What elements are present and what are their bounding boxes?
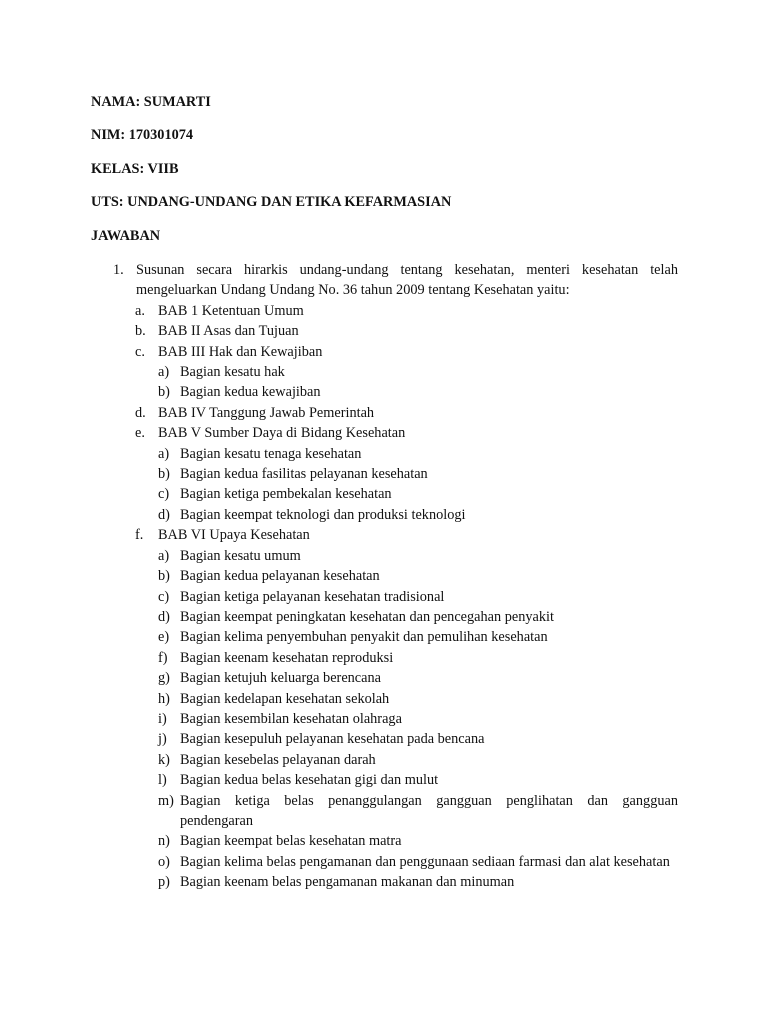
bagian-item	[91, 709, 678, 729]
bagian-item	[91, 872, 678, 892]
bab-label: BAB V Sumber Daya di Bidang Kesehatan	[158, 425, 406, 442]
bagian-label: Bagian kesatu umum	[180, 547, 301, 564]
bagian-item	[91, 607, 678, 627]
bab-item	[91, 525, 678, 545]
bagian-marker: h)	[158, 690, 170, 707]
answer-intro-line-2: mengeluarkan Undang Undang No. 36 tahun 2009 tentang Kesehatan yaitu:	[136, 282, 570, 299]
bagian-item	[91, 505, 678, 525]
bagian-item	[91, 729, 678, 749]
bab-label: BAB IV Tanggung Jawab Pemerintah	[158, 404, 375, 421]
bagian-label: Bagian kedua belas kesehatan gigi dan mulut	[180, 772, 439, 789]
bagian-label: Bagian keempat belas kesehatan matra	[180, 833, 402, 850]
bagian-item	[91, 546, 678, 566]
bagian-marker: a)	[158, 547, 170, 564]
answer-item	[91, 260, 678, 893]
bagian-marker: c)	[158, 588, 170, 605]
bagian-marker: f)	[158, 649, 168, 666]
bagian-label: Bagian ketiga pembekalan kesehatan	[180, 486, 392, 503]
bagian-marker: a)	[158, 445, 170, 462]
answer-intro-line-1: Susunan secara hirarkis undang-undang tentang kesehatan, menteri kesehatan telah	[136, 262, 678, 278]
bagian-marker: k)	[158, 751, 170, 768]
bagian-marker: p)	[158, 874, 170, 891]
bagian-marker: d)	[158, 506, 170, 523]
bagian-item	[91, 382, 678, 402]
answer-number: 1.	[113, 262, 124, 278]
bagian-item	[91, 444, 678, 464]
bagian-item	[91, 689, 678, 709]
bagian-item	[91, 464, 678, 484]
bagian-label: Bagian ketujuh keluarga berencana	[180, 670, 381, 687]
bagian-item	[91, 648, 678, 668]
bagian-marker: m)	[158, 792, 174, 809]
bagian-marker: n)	[158, 833, 170, 850]
bagian-marker: i)	[158, 710, 167, 727]
bagian-label: Bagian kedua kewajiban	[180, 384, 321, 401]
bagian-item	[91, 566, 678, 586]
bab-marker: c.	[135, 343, 145, 360]
bagian-label: Bagian kesatu tenaga kesehatan	[180, 445, 362, 462]
bagian-marker: e)	[158, 629, 170, 646]
answer-list	[91, 260, 678, 893]
exam-title: UTS: UNDANG-UNDANG DAN ETIKA KEFARMASIAN	[91, 194, 452, 210]
bagian-label: Bagian kesembilan kesehatan olahraga	[180, 710, 402, 727]
bagian-marker: l)	[158, 772, 167, 789]
bagian-item	[91, 831, 678, 851]
bagian-item	[91, 668, 678, 688]
bab-marker: e.	[135, 425, 145, 442]
bagian-label: Bagian kedua pelayanan kesehatan	[180, 568, 380, 585]
student-nim: NIM: 170301074	[91, 127, 194, 143]
bab-item	[91, 321, 678, 341]
bab-label: BAB 1 Ketentuan Umum	[158, 302, 304, 319]
bagian-marker: b)	[158, 384, 170, 401]
bagian-marker: j)	[158, 731, 167, 748]
bagian-label: Bagian kelima penyembuhan penyakit dan pemulihan kesehatan	[180, 629, 548, 646]
bagian-label: Bagian kelima belas pengamanan dan penggunaan sediaan farmasi dan alat kesehatan	[180, 853, 670, 870]
bagian-item	[91, 791, 678, 832]
bab-item	[91, 342, 678, 362]
bagian-marker: d)	[158, 608, 170, 625]
bagian-label: Bagian kedua fasilitas pelayanan kesehatan	[180, 466, 428, 483]
bagian-marker: g)	[158, 670, 170, 687]
bab-label: BAB II Asas dan Tujuan	[158, 323, 299, 340]
bagian-label: Bagian ketiga pelayanan kesehatan tradisional	[180, 588, 445, 605]
bagian-item	[91, 627, 678, 647]
bab-item	[91, 403, 678, 423]
bagian-label: Bagian kesebelas pelayanan darah	[180, 751, 376, 768]
bagian-label: Bagian keenam belas pengamanan makanan dan minuman	[180, 874, 515, 891]
bagian-label: Bagian ketiga belas penanggulangan gangguan penglihatan dan gangguan pendengaran	[180, 792, 678, 829]
bagian-label: Bagian kesepuluh pelayanan kesehatan pada bencana	[180, 731, 485, 748]
bagian-marker: b)	[158, 466, 170, 483]
bagian-marker: c)	[158, 486, 170, 503]
bab-marker: d.	[135, 404, 146, 421]
bagian-marker: b)	[158, 568, 170, 585]
bab-item	[91, 423, 678, 443]
bagian-marker: o)	[158, 853, 170, 870]
bagian-item	[91, 484, 678, 504]
bab-item	[91, 301, 678, 321]
bab-marker: a.	[135, 302, 145, 319]
bagian-item	[91, 750, 678, 770]
student-class: KELAS: VIIB	[91, 161, 179, 177]
answer-heading: JAWABAN	[91, 228, 161, 244]
bab-label: BAB VI Upaya Kesehatan	[158, 527, 310, 544]
bagian-marker: a)	[158, 364, 170, 381]
bagian-item	[91, 852, 678, 872]
bab-label: BAB III Hak dan Kewajiban	[158, 343, 323, 360]
bagian-label: Bagian keenam kesehatan reproduksi	[180, 649, 394, 666]
student-name: NAMA: SUMARTI	[91, 94, 211, 110]
bagian-item	[91, 362, 678, 382]
bab-marker: b.	[135, 323, 146, 340]
bagian-item	[91, 770, 678, 790]
bagian-label: Bagian kedelapan kesehatan sekolah	[180, 690, 390, 707]
bagian-label: Bagian keempat peningkatan kesehatan dan pencegahan penyakit	[180, 608, 554, 625]
bab-marker: f.	[135, 527, 144, 544]
bagian-label: Bagian kesatu hak	[180, 364, 285, 381]
bagian-label: Bagian keempat teknologi dan produksi teknologi	[180, 506, 466, 523]
bagian-item	[91, 587, 678, 607]
